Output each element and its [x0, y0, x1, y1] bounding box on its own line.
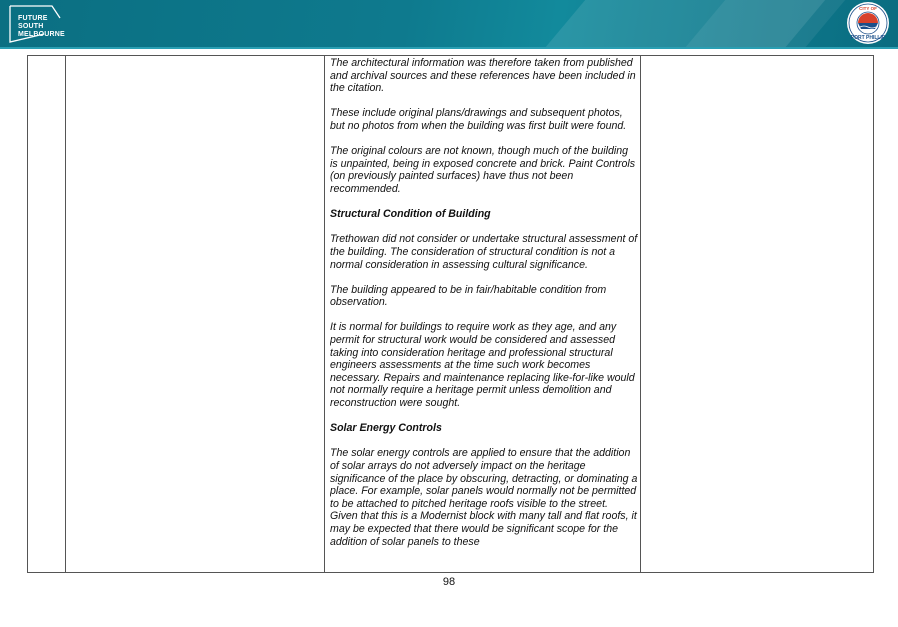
table-column-divider — [324, 56, 325, 572]
table-text-cell — [330, 57, 638, 571]
page-number: 98 — [442, 576, 456, 588]
future-south-melbourne-logo — [8, 4, 78, 44]
paragraph: The architectural information was therefore taken from published and archival sources and these references have been included in the citation. — [330, 57, 636, 95]
fsm-logo-text: FUTURE SOUTH MELBOURNE — [18, 15, 65, 38]
section-heading: Structural Condition of Building — [330, 208, 491, 221]
table-column-divider — [65, 56, 66, 572]
paragraph: The solar energy controls are applied to ensure that the addition of solar arrays do not adversely impact on the heritage significance of the place by obscuring, detracting, or dominating a place. For example, solar panels would normally not be permitted to be attached to pitched heritage roofs visible to the street. Given that this is a Modernist block with many tall and flat roofs, it may be expected that there would be significant scope for the addition of solar panels to these — [330, 447, 638, 548]
paragraph: The building appeared to be in fair/habitable condition from observation. — [330, 283, 607, 309]
port-phillip-logo-text — [846, 1, 890, 45]
city-of-port-phillip-logo — [846, 1, 890, 45]
paragraph: The original colours are not known, though much of the building is unpainted, being in exposed concrete and brick. Paint Controls (on previously painted surfaces) have thus not been recommended. — [330, 145, 636, 195]
paragraph: It is normal for buildings to require work as they age, and any permit for structural work would be considered and assessed taking into consideration heritage and professional structural engineers assessments at the time such work becomes necessary. Repairs and maintenance replacing like-for-like would not normally require a heritage permit unless demolition and reconstruction were sought. — [330, 321, 635, 410]
header-divider — [0, 47, 898, 49]
table-column-divider — [640, 56, 641, 572]
section-heading: Solar Energy Controls — [330, 422, 442, 435]
paragraph: Trethowan did not consider or undertake structural assessment of the building. The consideration of structural condition is not a normal consideration in assessing cultural significance. — [330, 233, 638, 271]
paragraph: These include original plans/drawings and subsequent photos, but no photos from when the building was first built were found. — [330, 107, 627, 132]
port-phillip-top-text: CITY OF — [859, 6, 877, 11]
page-header — [0, 0, 898, 47]
port-phillip-bottom-text: PORT PHILLIP — [850, 35, 886, 41]
